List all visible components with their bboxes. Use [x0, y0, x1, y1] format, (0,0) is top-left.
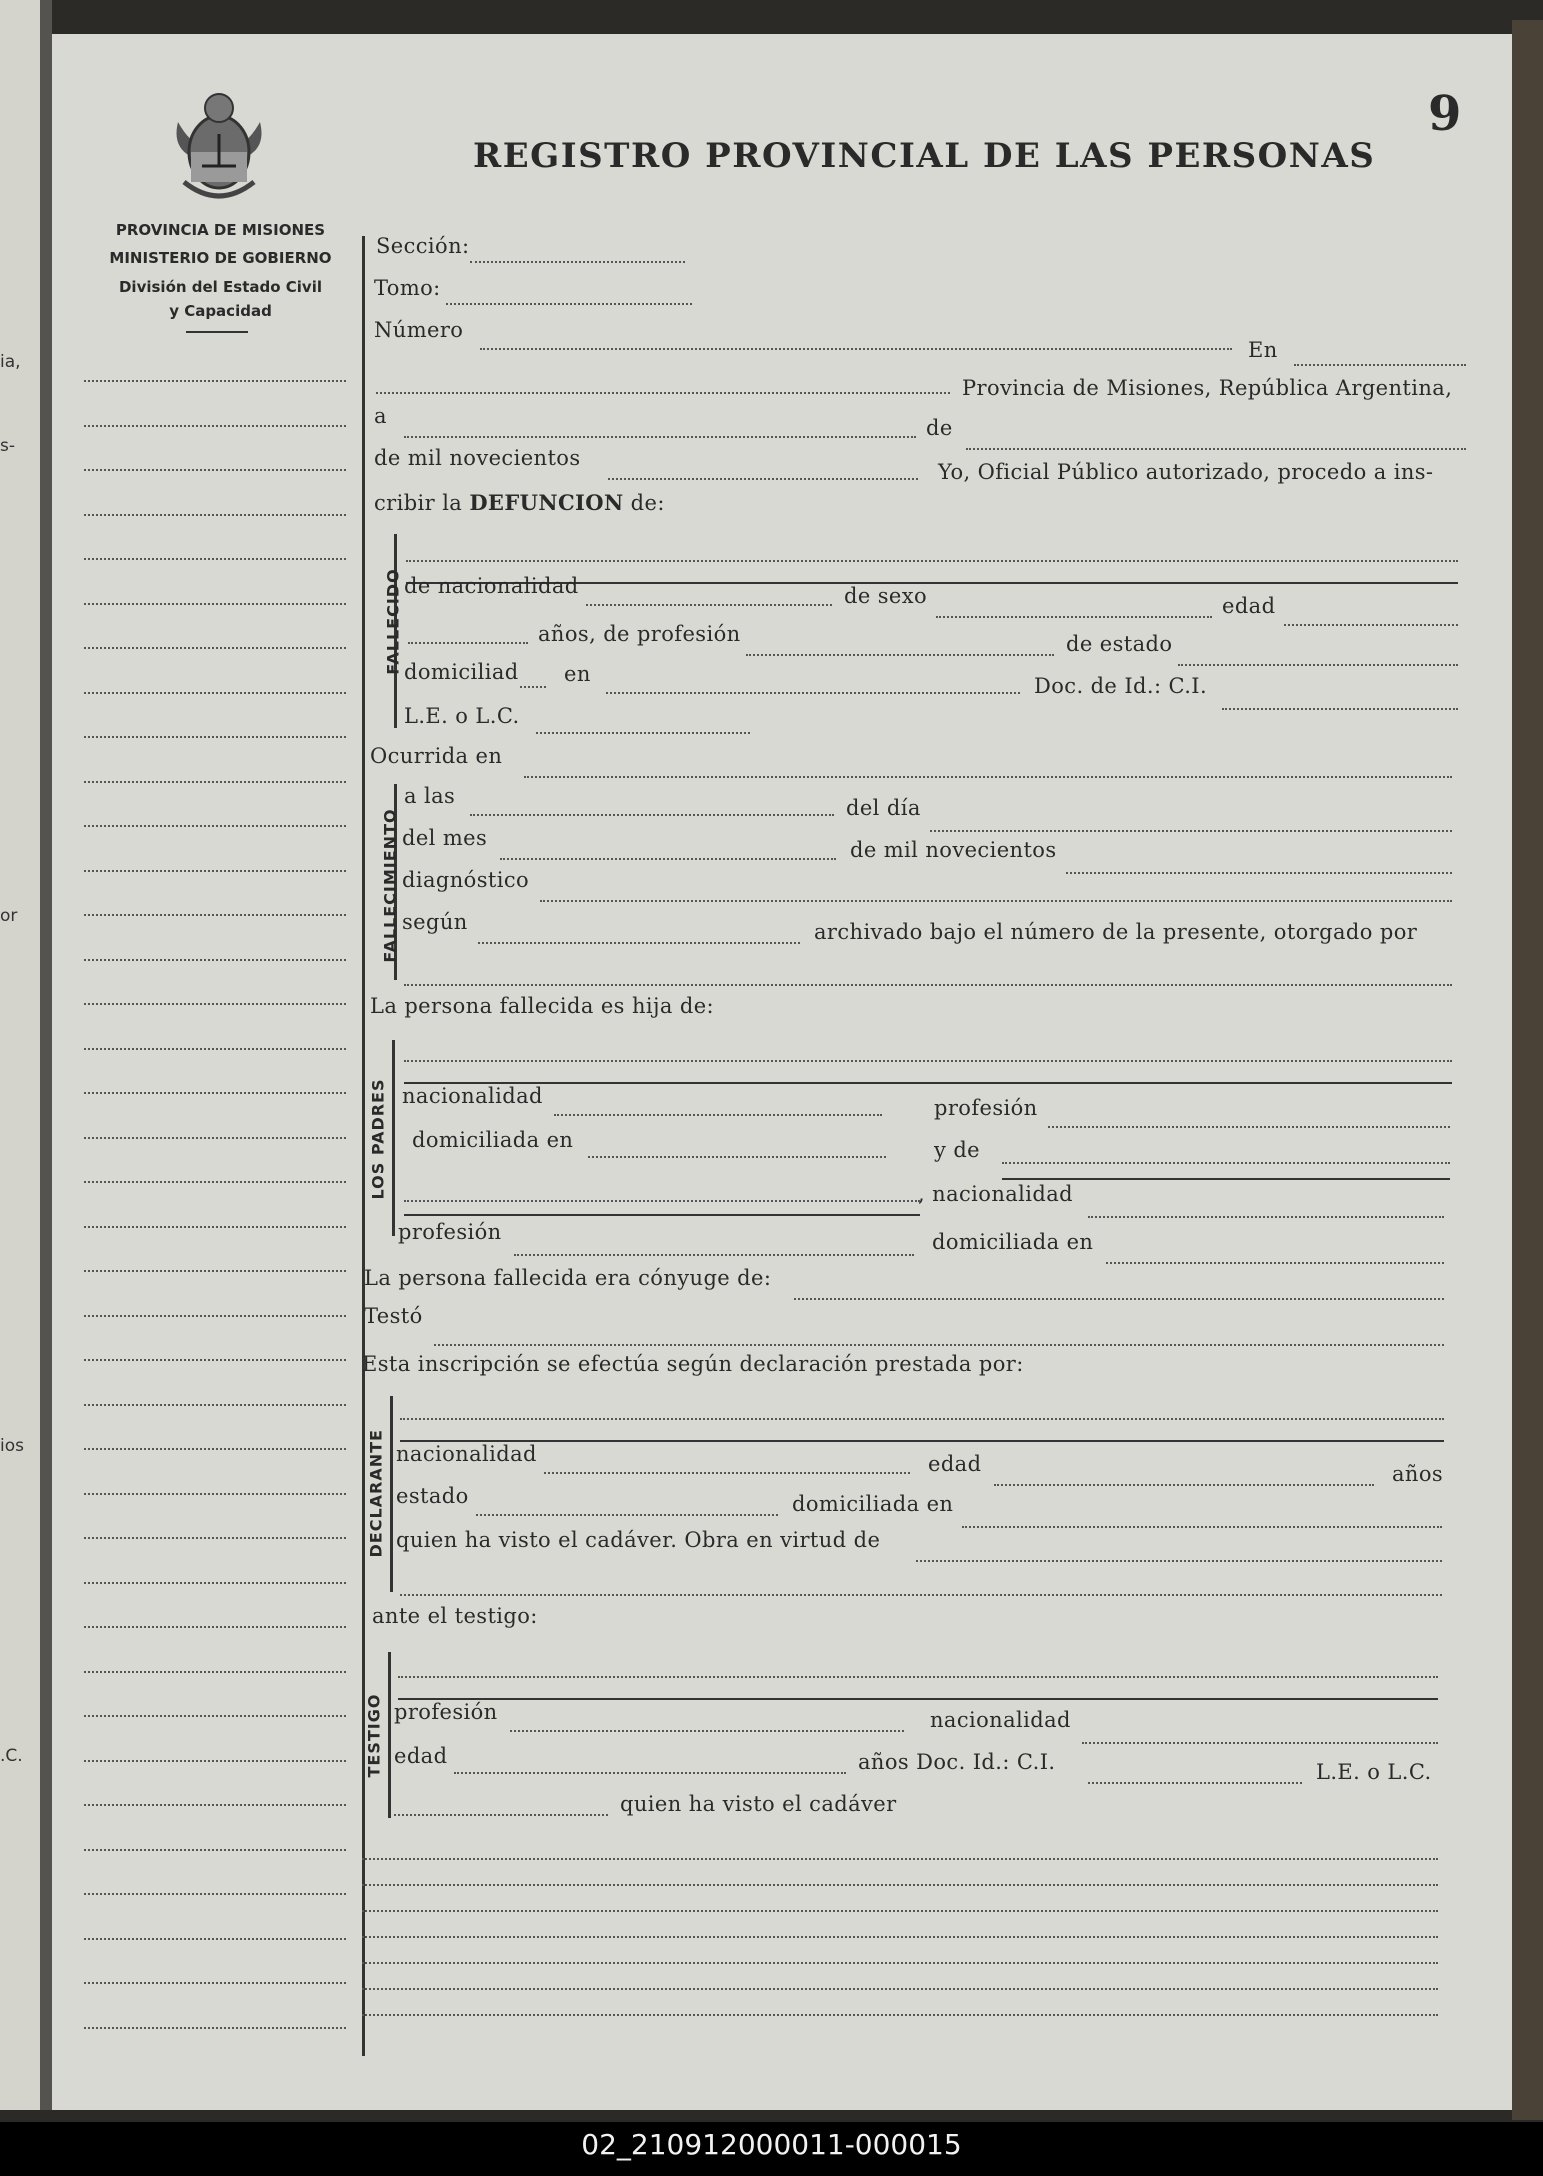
testigo-profesion-field[interactable]: [510, 1730, 904, 1732]
profesion-label: años, de profesión: [538, 622, 741, 646]
en-field[interactable]: [1294, 364, 1466, 366]
provincia-text: Provincia de Misiones, República Argentina,: [962, 376, 1453, 400]
margin-note-line[interactable]: [84, 1982, 346, 1984]
tes-anos-doc-label: años Doc. Id.: C.I.: [858, 1750, 1056, 1774]
margin-note-line[interactable]: [84, 914, 346, 916]
a-label: a: [374, 404, 387, 428]
margin-note-line[interactable]: [84, 1003, 346, 1005]
dec-anos-label: años: [1392, 1462, 1444, 1486]
testigo-ci-field[interactable]: [1088, 1782, 1302, 1784]
ano-field[interactable]: [1066, 872, 1452, 874]
margin-note-line[interactable]: [84, 1760, 346, 1762]
margin-note-line[interactable]: [84, 558, 346, 560]
estado-label: de estado: [1066, 632, 1173, 656]
madre-name-field-b[interactable]: [404, 1200, 920, 1202]
margin-note-line[interactable]: [84, 781, 346, 783]
nacionalidad-field[interactable]: [586, 604, 832, 606]
margin-note-line[interactable]: [84, 1893, 346, 1895]
conyuge-field[interactable]: [794, 1298, 1444, 1300]
coat-of-arms-emblem: [170, 86, 268, 204]
hora-field[interactable]: [470, 814, 834, 816]
page-gutter: [40, 0, 52, 2110]
sexo-field[interactable]: [936, 616, 1212, 618]
margin-note-line[interactable]: [84, 1404, 346, 1406]
profesion-field[interactable]: [746, 654, 1054, 656]
tomo-label: Tomo:: [374, 276, 441, 300]
testigo-bracket: [388, 1652, 391, 1818]
conyuge-label: La persona fallecida era cónyuge de:: [364, 1266, 772, 1290]
margin-note-line[interactable]: [84, 1671, 346, 1673]
book-binding: [0, 0, 1543, 34]
diagnostico-label: diagnóstico: [402, 868, 530, 892]
ci-field[interactable]: [1222, 708, 1458, 710]
le-lc-label: L.E. o L.C.: [404, 704, 520, 728]
margin-note-line[interactable]: [84, 1270, 346, 1272]
madre-domicilio-field[interactable]: [1106, 1262, 1444, 1264]
margin-note-line[interactable]: [84, 825, 346, 827]
fallecimiento-section-label: FALLECIMIENTO: [380, 808, 400, 963]
edad-field[interactable]: [1284, 624, 1458, 626]
margin-note-line[interactable]: [84, 1315, 346, 1317]
testigo-edad-field[interactable]: [454, 1772, 846, 1774]
dec-nacionalidad-label: nacionalidad: [396, 1442, 537, 1466]
diagnostico-field[interactable]: [540, 900, 1452, 902]
image-id-label: 02_210912000011-000015: [581, 2128, 962, 2161]
nacionalidad-label: de nacionalidad: [404, 574, 579, 598]
segun-field[interactable]: [478, 942, 800, 944]
testo-field[interactable]: [434, 1344, 1444, 1346]
book-cover-edge: [1512, 20, 1543, 2120]
madre-profesion-field[interactable]: [514, 1254, 914, 1256]
numero-label: Número: [374, 318, 464, 342]
en-label: en: [564, 662, 591, 686]
padre-domicilio-field[interactable]: [588, 1156, 886, 1158]
margin-note-line[interactable]: [84, 692, 346, 694]
defuncion-word: DEFUNCION: [469, 490, 624, 515]
locality-field[interactable]: [376, 392, 950, 394]
margin-note-line[interactable]: [84, 1493, 346, 1495]
hija-de-label: La persona fallecida es hija de:: [370, 994, 715, 1018]
margin-note-line[interactable]: [84, 2027, 346, 2029]
mil-novecientos-label: de mil novecientos: [850, 838, 1057, 862]
tes-edad-label: edad: [394, 1744, 448, 1768]
margin-note-line[interactable]: [84, 1137, 346, 1139]
ocurrida-field[interactable]: [524, 776, 1452, 778]
fallecido-section-label: FALLECIDO: [383, 568, 403, 675]
month-field[interactable]: [966, 448, 1466, 450]
tes-le-lc-label: L.E. o L.C.: [1316, 1760, 1432, 1784]
page-title: REGISTRO PROVINCIAL DE LAS PERSONAS: [473, 136, 1376, 176]
left-fragment: or: [0, 906, 18, 926]
tes-nacionalidad-label: nacionalidad: [930, 1708, 1071, 1732]
observation-line[interactable]: [362, 1936, 1438, 1938]
observation-line[interactable]: [362, 1988, 1438, 1990]
observation-line[interactable]: [362, 1884, 1438, 1886]
observation-line[interactable]: [362, 1910, 1438, 1912]
declarante-estado-field[interactable]: [476, 1514, 778, 1516]
authority-line: y Capacidad: [169, 302, 272, 320]
left-fragment: .C.: [0, 1746, 23, 1766]
edad-label: edad: [1222, 594, 1276, 618]
archivado-text: archivado bajo el número de la presente, otorgado por: [814, 920, 1418, 944]
gender-suffix-field[interactable]: [520, 686, 546, 688]
margin-note-line[interactable]: [84, 1804, 346, 1806]
y-de-label: y de: [934, 1138, 981, 1162]
margin-note-line[interactable]: [84, 1849, 346, 1851]
domiciliad-label: domiciliad: [404, 660, 519, 684]
seccion-field[interactable]: [470, 261, 685, 263]
declarante-section-label: DECLARANTE: [366, 1429, 386, 1558]
mes-field[interactable]: [500, 858, 836, 860]
padres-bracket: [392, 1040, 395, 1236]
margin-note-line[interactable]: [84, 1537, 346, 1539]
margin-note-line[interactable]: [84, 1626, 346, 1628]
deceased-name-field[interactable]: [406, 560, 1458, 562]
dec-estado-label: estado: [396, 1484, 469, 1508]
year-field[interactable]: [608, 478, 918, 480]
domicilio-field[interactable]: [606, 692, 1020, 694]
margin-note-line[interactable]: [84, 959, 346, 961]
age-value-field[interactable]: [408, 642, 528, 644]
domiciliada-label: domiciliada en: [932, 1230, 1094, 1254]
dia-field[interactable]: [930, 830, 1452, 832]
declarante-domicilio-field[interactable]: [962, 1526, 1442, 1528]
divider: [404, 1082, 1452, 1084]
del-dia-label: del día: [846, 796, 921, 820]
margin-note-line[interactable]: [84, 647, 346, 649]
tes-visto-text: quien ha visto el cadáver: [620, 1792, 897, 1816]
padres-section-label: LOS PADRES: [368, 1078, 388, 1200]
en-label: En: [1248, 338, 1278, 362]
margin-note-line[interactable]: [84, 1582, 346, 1584]
divider: [400, 1440, 1444, 1442]
comma-nacionalidad-label: , nacionalidad: [918, 1182, 1073, 1206]
margin-note-line[interactable]: [84, 1359, 346, 1361]
padre-nacionalidad-field[interactable]: [554, 1114, 882, 1116]
observation-line[interactable]: [362, 2014, 1438, 2016]
divider: [398, 1698, 1438, 1700]
margin-note-line[interactable]: [84, 870, 346, 872]
del-mes-label: del mes: [402, 826, 488, 850]
margin-note-line[interactable]: [84, 1181, 346, 1183]
margin-note-line[interactable]: [84, 1448, 346, 1450]
cribir-text: cribir la DEFUNCION de:: [374, 490, 665, 515]
dec-edad-label: edad: [928, 1452, 982, 1476]
margin-note-line[interactable]: [84, 1092, 346, 1094]
declarante-extra-field[interactable]: [400, 1594, 1442, 1596]
a-las-label: a las: [404, 784, 456, 808]
seccion-label: Sección:: [376, 234, 470, 258]
page-number: 9: [1428, 86, 1462, 142]
divider: [186, 331, 248, 333]
declarante-virtud-field[interactable]: [916, 1560, 1442, 1562]
otorgado-field[interactable]: [404, 984, 1452, 986]
margin-note-line[interactable]: [84, 425, 346, 427]
testigo-nacionalidad-field[interactable]: [1082, 1742, 1438, 1744]
ante-testigo-label: ante el testigo:: [372, 1604, 538, 1628]
declarante-nacionalidad-field[interactable]: [544, 1472, 910, 1474]
profesion-label: profesión: [398, 1220, 502, 1244]
margin-note-line[interactable]: [84, 1048, 346, 1050]
declarante-bracket: [390, 1396, 393, 1592]
madre-name-field-a[interactable]: [1002, 1162, 1450, 1164]
previous-page-edge: [0, 0, 40, 2110]
declarante-name-field[interactable]: [400, 1418, 1444, 1420]
estado-field[interactable]: [1178, 664, 1458, 666]
authority-line: PROVINCIA DE MISIONES: [115, 221, 326, 239]
profesion-label: profesión: [934, 1096, 1038, 1120]
observation-line[interactable]: [362, 1858, 1438, 1860]
margin-note-line[interactable]: [84, 603, 346, 605]
declarante-edad-field[interactable]: [994, 1484, 1374, 1486]
de-label: de: [926, 416, 953, 440]
authority-line: MINISTERIO DE GOBIERNO: [109, 249, 332, 267]
sexo-label: de sexo: [844, 584, 928, 608]
numero-field[interactable]: [480, 348, 1232, 350]
madre-nacionalidad-field[interactable]: [1088, 1216, 1444, 1218]
padre-name-field[interactable]: [404, 1060, 1452, 1062]
testo-label: Testó: [364, 1304, 423, 1328]
tes-profesion-label: profesión: [394, 1700, 498, 1724]
dec-domiciliada-label: domiciliada en: [792, 1492, 954, 1516]
margin-note-line[interactable]: [84, 1938, 346, 1940]
le-lc-field[interactable]: [536, 732, 750, 734]
ocurrida-label: Ocurrida en: [370, 744, 503, 768]
testigo-name-field[interactable]: [398, 1676, 1438, 1678]
margin-note-line[interactable]: [84, 380, 346, 382]
doc-id-label: Doc. de Id.: C.I.: [1034, 674, 1208, 698]
declaracion-label: Esta inscripción se efectúa según declaración prestada por:: [362, 1352, 1024, 1376]
padre-profesion-field[interactable]: [1048, 1126, 1450, 1128]
testigo-section-label: TESTIGO: [364, 1693, 384, 1778]
authority-line: División del Estado Civil: [118, 278, 322, 296]
margin-note-line[interactable]: [84, 469, 346, 471]
tomo-field[interactable]: [446, 303, 692, 305]
divider: [1002, 1178, 1450, 1180]
margin-note-line[interactable]: [84, 514, 346, 516]
margin-note-line[interactable]: [84, 736, 346, 738]
margin-note-line[interactable]: [84, 1715, 346, 1717]
dec-visto-text: quien ha visto el cadáver. Obra en virtud de: [396, 1528, 881, 1552]
left-fragment: s-: [0, 436, 15, 456]
left-fragment: ios: [0, 1436, 24, 1456]
oficial-text: Yo, Oficial Público autorizado, procedo a ins-: [938, 460, 1434, 484]
testigo-le-lc-field[interactable]: [394, 1814, 608, 1816]
domiciliada-label: domiciliada en: [412, 1128, 574, 1152]
day-field[interactable]: [404, 436, 916, 438]
divider: [404, 1214, 920, 1216]
left-fragment: ia,: [0, 352, 21, 372]
segun-label: según: [402, 910, 468, 934]
mil-novecientos-label: de mil novecientos: [374, 446, 581, 470]
margin-note-line[interactable]: [84, 1226, 346, 1228]
observation-line[interactable]: [362, 1962, 1438, 1964]
padres-nacionalidad-label: nacionalidad: [402, 1084, 543, 1108]
